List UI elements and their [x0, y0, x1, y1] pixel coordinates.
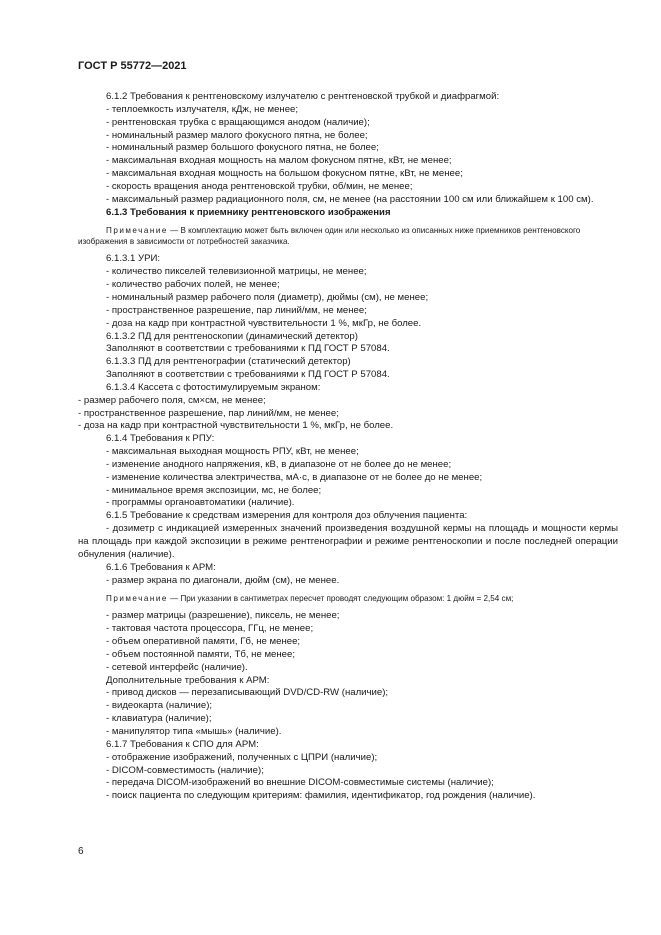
list-item: - номинальный размер большого фокусного пятна, не более;	[106, 142, 379, 154]
list-item: - изменение анодного напряжения, кВ, в диапазоне от не более до не менее;	[106, 458, 452, 470]
list-item: - сетевой интерфейс (наличие).	[106, 661, 248, 673]
document-body	[78, 91, 618, 803]
list-item: - тактовая частота процессора, ГГц, не менее;	[106, 623, 314, 635]
list-item: - номинальный размер малого фокусного пятна, не более;	[106, 129, 368, 141]
list-item: - клавиатура (наличие);	[106, 713, 212, 725]
list-item: - максимальный размер радиационного поля, см, не менее (на расстоянии 100 см или ближайшем к 100 см).	[106, 193, 594, 205]
section-6-1-3-2-heading: 6.1.3.2 ПД для рентгеноскопии (динамический детектор)	[106, 330, 358, 342]
list-item: - передача DICOM-изображений во внешние DICOM-совместимые системы (наличие);	[106, 777, 494, 789]
list-item: - пространственное разрешение, пар линий/мм, не менее;	[78, 407, 339, 419]
note-text: — При указании в сантиметрах пересчет проводят следующим образом: 1 дюйм = 2,54 см;	[167, 594, 514, 604]
list-item: - количество пикселей телевизионной матрицы, не менее;	[106, 266, 367, 278]
list-item: - номинальный размер рабочего поля (диаметр), дюймы (см), не менее;	[106, 291, 429, 303]
list-item: - размер рабочего поля, см×см, не менее;	[78, 394, 266, 406]
note-6-1-6	[78, 593, 618, 604]
list-item: - манипулятор типа «мышь» (наличие).	[106, 725, 282, 737]
list-item: - максимальная входная мощность на большом фокусном пятне, кВт, не менее;	[106, 168, 463, 180]
list-item: - максимальная выходная мощность РПУ, кВт, не менее;	[106, 446, 359, 458]
list-item: - отображение изображений, полученных с ЦПРИ (наличие);	[106, 751, 378, 763]
list-item: - объем оперативной памяти, Гб, не менее;	[106, 636, 301, 648]
paragraph: Заполняют в соответствии с требованиями к ПД ГОСТ Р 57084.	[106, 343, 390, 355]
note-label: Примечание	[106, 594, 168, 604]
section-6-1-3-1-heading: 6.1.3.1 УРИ:	[106, 253, 161, 265]
list-item: - доза на кадр при контрастной чувствительности 1 %, мкГр, не более.	[106, 317, 422, 329]
section-6-1-3-4-heading: 6.1.3.4 Кассета с фотостимулируемым экраном:	[106, 381, 321, 393]
list-item: - доза на кадр при контрастной чувствительности 1 %, мкГр, не более.	[78, 420, 394, 432]
section-6-1-7-heading: 6.1.7 Требования к СПО для АРМ:	[106, 738, 259, 750]
list-item: - изменение количества электричества, мА·с, в диапазоне от не более до не менее;	[106, 471, 483, 483]
section-6-1-3-heading: 6.1.3 Требования к приемнику рентгеновского изображения	[106, 206, 391, 218]
list-item: - размер матрицы (разрешение), пиксель, не менее;	[106, 610, 340, 622]
list-item: - количество рабочих полей, не менее;	[106, 279, 280, 291]
note-text: — В комплектацию может быть включен один или несколько из описанных ниже приемников рентгеновского изображения в зависимости от потребностей заказчика.	[78, 226, 581, 247]
note-6-1-3	[78, 225, 618, 247]
section-6-1-2-heading: 6.1.2 Требования к рентгеновскому излучателю с рентгеновской трубкой и диафрагмой:	[106, 91, 500, 102]
section-6-1-5-heading: 6.1.5 Требование к средствам измерения для контроля доз облучения пациента:	[106, 510, 468, 522]
section-6-1-6-heading: 6.1.6 Требования к АРМ:	[106, 561, 216, 573]
list-item: - видеокарта (наличие);	[106, 700, 213, 712]
list-item: - программы органоавтоматики (наличие).	[106, 497, 295, 509]
note-label: Примечание	[106, 226, 168, 236]
list-item: - поиск пациента по следующим критериям: фамилия, идентификатор, год рождения (наличие).	[106, 790, 536, 802]
page-number: 6	[78, 846, 84, 857]
list-item: - объем постоянной памяти, Тб, не менее;	[106, 648, 296, 660]
section-6-1-3-3-heading: 6.1.3.3 ПД для рентгенографии (статический детектор)	[106, 356, 351, 368]
document-header: ГОСТ Р 55772—2021	[78, 60, 187, 72]
list-item: - размер экрана по диагонали, дюйм (см), не менее.	[106, 574, 340, 586]
list-item: - DICOM-совместимость (наличие);	[106, 764, 264, 776]
list-item: - рентгеновская трубка с вращающимся анодом (наличие);	[106, 116, 370, 128]
paragraph: - дозиметр с индикацией измеренных значений произведения воздушной кермы на площадь и мощности кермы на площадь при каждой экспозиции в режиме рентгенографии и режиме рентгеноскопии и после последней операции обнуления (наличие).	[78, 523, 618, 560]
list-item: - теплоемкость излучателя, кДж, не менее;	[106, 103, 299, 115]
list-item: - скорость вращения анода рентгеновской трубки, об/мин, не менее;	[106, 180, 413, 192]
list-item: - пространственное разрешение, пар линий/мм, не менее;	[106, 304, 367, 316]
additional-requirements-heading: Дополнительные требования к АРМ:	[106, 674, 270, 686]
paragraph: Заполняют в соответствии с требованиями к ПД ГОСТ Р 57084.	[106, 369, 390, 381]
list-item: - привод дисков — перезаписывающий DVD/CD-RW (наличие);	[106, 687, 389, 699]
section-6-1-4-heading: 6.1.4 Требования к РПУ:	[106, 433, 215, 445]
list-item: - максимальная входная мощность на малом фокусном пятне, кВт, не менее;	[106, 155, 452, 167]
list-item: - минимальное время экспозиции, мс, не более;	[106, 484, 322, 496]
